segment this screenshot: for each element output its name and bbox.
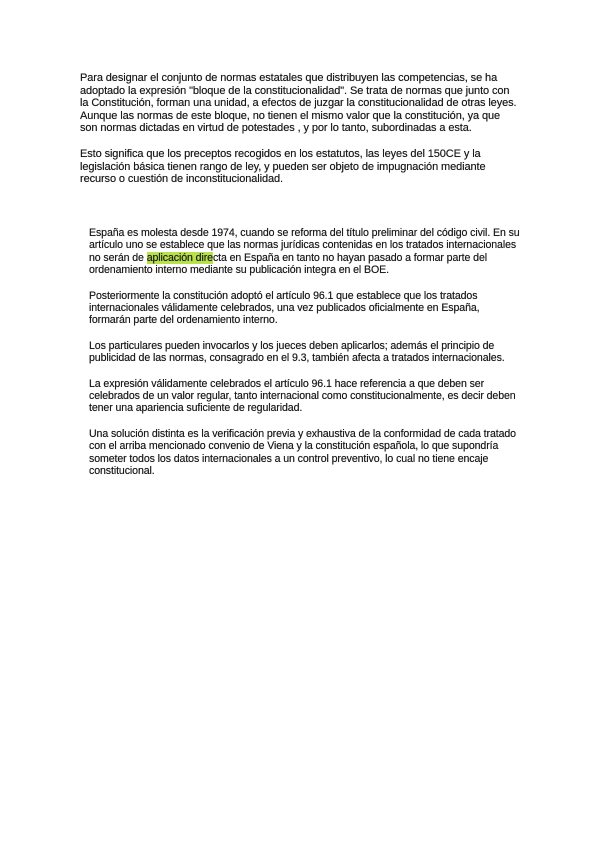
top-text-block <box>80 72 520 199</box>
paragraph-codigo-civil <box>89 227 521 277</box>
paragraph-rango-de-ley: Esto significa que los preceptos recogidos en los estatutos, las leyes del 150CE y la legislación básica tienen rango de ley, y pueden ser objeto de impugnación mediante recurso o cuestión de inconstitucionalidad. <box>80 147 486 186</box>
bottom-text-block <box>89 227 521 491</box>
paragraph-particulares: Los particulares pueden invocarlos y los jueces deben aplicarlos; además el principio de publicidad de las normas, consagrado en el 9.3, también afecta a tratados internacionales. <box>89 339 505 365</box>
highlighted-text: aplicación dire <box>146 251 213 264</box>
paragraph-codigo-civil-end: cta en España en tanto no hayan pasado a formar parte del ordenamiento interno mediante su publicación integra en el BOE. <box>89 251 487 277</box>
paragraph-articulo-96: Posteriormente la constitución adoptó el artículo 96.1 que establece que los tratados internacionales válidamente celebrados, una vez publicados oficialmente en España, formarán parte del ordenamiento interno. <box>89 289 480 327</box>
paragraph-codigo-civil-start: España es molesta desde 1974, cuando se reforma del título preliminar del código civil. En su artículo uno se establece que las normas jurídicas contenidas en los tratados internacionales no serán de <box>89 227 520 264</box>
paragraph-bloque-constitucionalidad: Para designar el conjunto de normas estatales que distribuyen las competencias, se ha adoptado la expresión "bloque de la constitucionalidad". Se trata de normas que junto con la Constitución, forman una unidad, a efectos de juzgar la constitucionalidad de otras leyes. Aunque las normas de este bloque, no tienen el mismo valor que la constitución, ya que son normas dictadas en virtud de potestades , y por lo tanto, subordinadas a esta. <box>80 72 517 135</box>
paragraph-solucion-distinta: Una solución distinta es la verificación previa y exhaustiva de la conformidad de cada tratado con el arriba mencionado convenio de Viena y la constitución española, lo que supondría someter todos los datos internacionales a un control preventivo, lo cual no tiene encaje constitucional. <box>89 427 516 478</box>
paragraph-validamente-celebrados: La expresión válidamente celebrados el artículo 96.1 hace referencia a que deben ser celebrados de un valor regular, tanto internacional como constitucionalmente, es decir deben tener una apariencia suficiente de regularidad. <box>89 377 516 415</box>
